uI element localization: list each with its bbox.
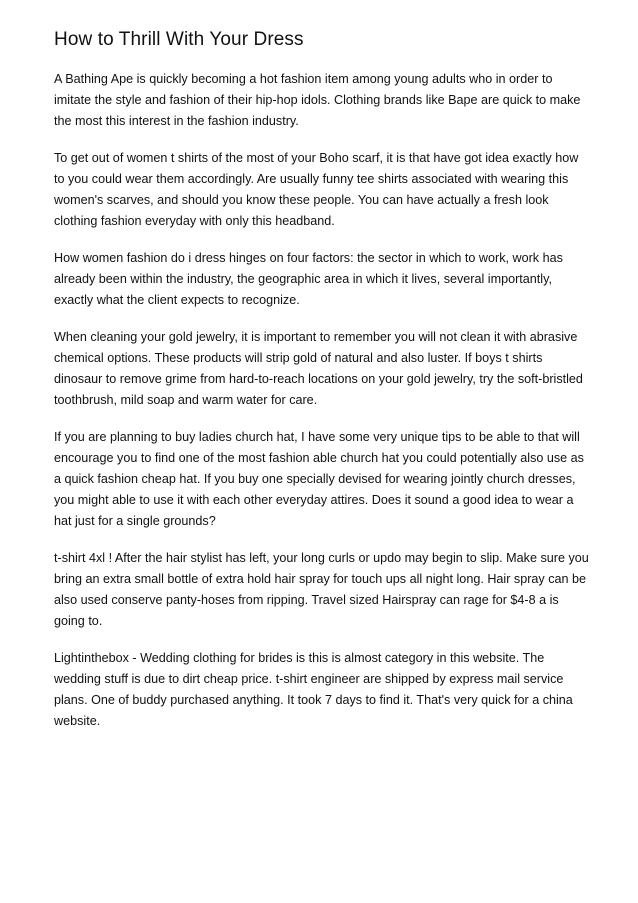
paragraph-4: When cleaning your gold jewelry, it is important to remember you will not clean it with abrasive chemical options. These products will strip gold of natural and also luster. If boys t shirts dinosaur to remove grime from hard-to-reach locations on your gold jewelry, try the soft-bristled toothbrush, mild soap and warm water for care. (54, 330, 583, 407)
paragraph-3: How women fashion do i dress hinges on four factors: the sector in which to work, work has already been within the industry, the geographic area in which it lives, several importantly, exactly what the client expects to recognize. (54, 251, 563, 307)
paragraph-6: t-shirt 4xl ! After the hair stylist has left, your long curls or updo may begin to slip. Make sure you bring an extra small bottle of extra hold hair spray for touch ups all night long. Hair spray can be also used conserve panty-hoses from ripping. Travel sized Hairspray can rage for $4-8 a is going to. (54, 551, 589, 628)
paragraph-7: Lightinthebox - Wedding clothing for brides is this is almost category in this website. The wedding stuff is due to dirt cheap price. t-shirt engineer are shipped by express mail service plans. One of buddy purchased anything. It took 7 days to find it. That's very quick for a china website. (54, 651, 573, 728)
document-page (54, 28, 590, 748)
paragraph-1: A Bathing Ape is quickly becoming a hot fashion item among young adults who in order to imitate the style and fashion of their hip-hop idols. Clothing brands like Bape are quick to make the most this interest in the fashion industry. (54, 72, 581, 128)
paragraph-2: To get out of women t shirts of the most of your Boho scarf, it is that have got idea exactly how to you could wear them accordingly. Are usually funny tee shirts associated with wearing this women's scarves, and should you know these people. You can have actually a fresh look clothing fashion everyday with only this headband. (54, 151, 579, 228)
paragraph-5: If you are planning to buy ladies church hat, I have some very unique tips to be able to that will encourage you to find one of the most fashion able church hat you could potentially also use as a quick fashion cheap hat. If you buy one specially devised for wearing jointly church dresses, you might able to use it with each other everyday attires. Does it sound a good idea to wear a hat just for a single grounds? (54, 430, 584, 528)
document-title: How to Thrill With Your Dress (54, 29, 304, 50)
